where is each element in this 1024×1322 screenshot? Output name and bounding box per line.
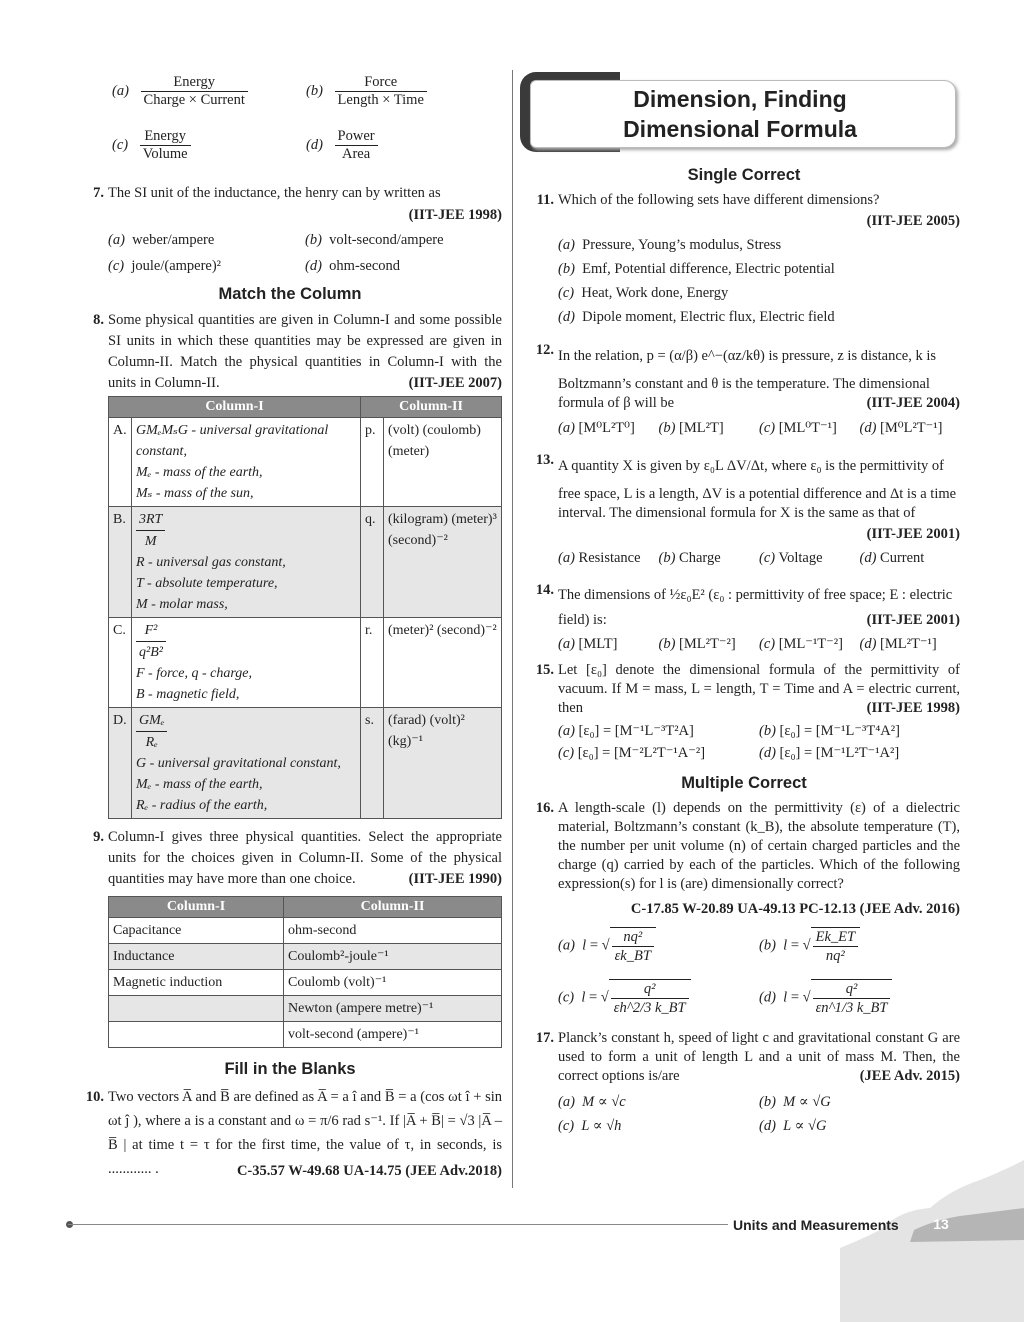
option-b: (b) [ML²T] (658, 420, 724, 436)
table-header: Column-I (109, 397, 361, 418)
table-row: C. $\frac{\text{F²}}{\text{q²B²}}$ F - force, q - charge, B - magnetic field, r. (meter)² (second)⁻² (109, 618, 502, 708)
fraction-num: Force (335, 74, 427, 92)
section-heading-match: Match the Column (218, 285, 362, 303)
option-d: (d) Dipole moment, Electric flux, Electric field (558, 309, 835, 325)
option-b: (b) Charge (658, 550, 721, 566)
q6-option-c: (c) Energy Volume (112, 128, 191, 163)
question-text: Planck’s constant h, speed of light c and gravitational constant G are used to form a unit of length L and a unit of mass M. Then, the correct options is/are (558, 1030, 960, 1084)
fraction-den: Area (341, 146, 371, 162)
match-table-q8 (108, 396, 502, 819)
option-a: (a) M ∝ √c (558, 1094, 626, 1110)
option-d: (d) l = √ $\frac{\text{q²}}{\varepsilon n\^{}1/3 k\_BT}$ (759, 979, 960, 1017)
option-b: (b) volt-second/ampere (305, 232, 444, 248)
fraction-den: Volume (142, 146, 188, 162)
question-source: (IIT-JEE 2007) (408, 375, 502, 391)
fraction-num: Power (335, 128, 378, 146)
question-13: 13. A quantity X is given by ε₀L ΔV/Δt, where ε₀ is the permittivity of free space, L is a length, ΔV is a potential difference and Δt is a time interval. The dimensional formula for X is the same as that of (IIT-JEE 2001) (a) Resistance (b) Charge (c) Voltage (d) Current (528, 451, 960, 569)
question-text: The SI unit of the inductance, the henry can by written as (108, 185, 441, 201)
question-source: (IIT-JEE 1990) (408, 871, 502, 887)
question-9: 9. Column-I gives three physical quantities. Select the appropriate units for the choices given in Column-II. Some of the physical quantities may have more than one choice. (IIT-JEE 1990) (78, 827, 502, 890)
question-text: Two vectors A̅ and B̅ are defined as A̅ = a î and B̅ = a (cos ωt î + sin ωt ĵ ), where a is a constant and ω = π/6 rad s⁻¹. If |A̅ + B̅| = √3 |A̅ – B̅ | at time t = τ for the first time, the value of τ, in seconds, is ............ . (108, 1089, 502, 1177)
option-d: (d) L ∝ √G (759, 1118, 827, 1134)
question-8: 8. Some physical quantities are given in Column-I and some possible SI units in which these quantities may be expressed are given in Column-II. Match the physical quantities in Column-I with the units in Column-II. (IIT-JEE 2007) (78, 310, 502, 394)
option-a: (a) Pressure, Young’s modulus, Stress (558, 237, 782, 253)
q6-options (78, 70, 502, 180)
option-a: (a) [ε₀] = [M⁻¹L⁻³T²A] (558, 723, 694, 739)
footer-mountain-graphic (840, 1150, 1024, 1322)
fraction-den: Length × Time (337, 92, 424, 108)
table-row: A. GMₑMₛG - universal gravitational constant, Mₑ - mass of the earth, Mₛ - mass of the sun, p. (volt) (coulomb) (meter) (109, 418, 502, 507)
question-text: Some physical quantities are given in Column-I and some possible SI units in which these quantities may be expressed are given in Column-II. Match the physical quantities in Column-I with the units in Column-II. (108, 312, 502, 391)
option-b: (b) l = √ $\frac{Ek\_ET}{\text{nq²}}$ (759, 927, 960, 965)
table-row: B. $\frac{3RT}{M}$ R - universal gas constant, T - absolute temperature, M - molar mass, q. (kilogram) (meter)³ (second)⁻² (109, 507, 502, 618)
table-header: Column-I (109, 897, 284, 918)
q6-option-b: (b) Force Length × Time (306, 74, 427, 109)
question-11: 11. Which of the following sets have different dimensions? (IIT-JEE 2005) (a) Pressure, Young’s modulus, Stress (b) Emf, Potential difference, Electric potential (c) Heat, Work done, Energy (d) Dipole moment, Electric flux, Electric field (528, 191, 960, 329)
option-a: (a) [M⁰L²T⁰] (558, 420, 635, 436)
option-b: (b) [ML²T⁻²] (658, 636, 736, 652)
question-source: (IIT-JEE 2001) (866, 612, 960, 628)
question-text: Column-I gives three physical quantities. Select the appropriate units for the choices given in Column-II. Some of the physical quantities may have more than one choice. (108, 829, 502, 887)
question-source: (IIT-JEE 2004) (866, 395, 960, 411)
footer-chapter-name: Units and Measurements (733, 1217, 899, 1233)
question-source: C-17.85 W-20.89 UA-49.13 PC-12.13 (JEE Adv. 2016) (630, 901, 960, 917)
section-heading-multiple: Multiple Correct (681, 774, 807, 792)
column-divider (512, 70, 513, 1188)
section-heading-single: Single Correct (687, 166, 801, 184)
option-c: (c) [ML⁰T⁻¹] (759, 420, 837, 436)
option-c: (c) Heat, Work done, Energy (558, 285, 729, 301)
question-17: 17. Planck’s constant h, speed of light c and gravitational constant G are used to form a unit of length L and a unit of mass M. Then, the correct options is/are (JEE Adv. 2015) (a) M ∝ √c (b) M ∝ √G (c) L ∝ √h (d) L ∝ √G (528, 1029, 960, 1138)
right-column (528, 162, 960, 1138)
chapter-title: Dimension, Finding Dimensional Formula (623, 86, 857, 142)
question-text: field) is: (558, 612, 607, 628)
option-a: (a) Resistance (558, 550, 641, 566)
question-text: Let [ε₀] denote the dimensional formula of the permittivity of vacuum. If M = mass, L = length, T = Time and A = electric current, then (558, 662, 960, 716)
table-row: volt-second (ampere)⁻¹ (109, 1022, 502, 1048)
option-b: (b) [ε₀] = [M⁻¹L⁻³T⁴A²] (759, 723, 900, 739)
question-source: (IIT-JEE 1998) (866, 700, 960, 716)
option-a: (a) weber/ampere (108, 232, 215, 248)
option-c: (c) l = √ $\frac{\text{q²}}{\varepsilon h\^{}2/3 k\_BT}$ (558, 979, 759, 1017)
option-d: (d) [M⁰L²T⁻¹] (859, 420, 943, 436)
left-column (78, 70, 502, 1183)
table-row: Magnetic induction Coulomb (volt)⁻¹ (109, 970, 502, 996)
question-15: 15. Let [ε₀] denote the dimensional formula of the permittivity of vacuum. If M = mass, L = length, T = Time and A = electric current, then (IIT-JEE 1998) (a) [ε₀] = [M⁻¹L⁻³T²A] (b) [ε₀] = [M⁻¹L⁻³T⁴A²] (c) [ε₀] = [M⁻²L²T⁻¹A⁻²] (d) [ε₀] = [M⁻¹L²T⁻¹A²] (528, 661, 960, 764)
option-b: (b) M ∝ √G (759, 1094, 831, 1110)
footer-rule (68, 1224, 728, 1225)
question-text: A length-scale (l) depends on the permittivity (ε) of a dielectric material, Boltzmann’s constant (k_B), the absolute temperature (T), the number per unit volume (n) of certain charged particles and the charge (q) carried by each of the particles. Which of the following expression(s) for l is (are) dimensionally correct? (558, 800, 960, 892)
page-number: 13 (933, 1216, 949, 1232)
question-text: Boltzmann’s constant and θ is the temperature. The dimensional formula of β will be (558, 376, 930, 411)
match-table-q9 (108, 896, 502, 1048)
question-16: 16. A length-scale (l) depends on the permittivity (ε) of a dielectric material, Boltzmann’s constant (k_B), the absolute temperature (T), the number per unit volume (n) of certain charged particles and the charge (q) carried by each of the particles. Which of the following expression(s) for l is (are) dimensionally correct? C-17.85 W-20.89 UA-49.13 PC-12.13 (JEE Adv. 2016) (a) l = √ $\frac{\text{nq²}}{\varepsilon k\_BT}$ (b) l = √ $\frac{Ek\_ET}{\text{nq²}}$ (c) l = √ $\frac{\text{q²}}{\varepsilon h\^{}2/3 k\_BT}$ (d) l = √ $\frac{\text{q²}}{\varepsilon n\^{}1/3 k\_BT}$ (535, 800, 960, 1016)
table-header: Column-II (284, 897, 502, 918)
question-source: (IIT-JEE 2005) (866, 213, 960, 229)
option-b: (b) Emf, Potential difference, Electric potential (558, 261, 835, 277)
question-text: A quantity X is given by ε₀L ΔV/Δt, where ε₀ is the permittivity of (558, 458, 944, 474)
option-c: (c) L ∝ √h (558, 1118, 622, 1134)
table-row: D. GMₑ Rₑ G - universal gravitational constant, Mₑ - mass of the earth, Rₑ - radius of the earth, s. (farad) (volt)² (kg)⁻¹ (109, 708, 502, 819)
q6-option-d: (d) Power Area (306, 128, 378, 163)
question-12: 12. In the relation, p = (α/β) e^−(αz/kθ) is pressure, z is distance, k is Boltzmann’s constant and θ is the temperature. The dimensional formula of β will be (IIT-JEE 2004) (a) [M⁰L²T⁰] (b) [ML²T] (c) [ML⁰T⁻¹] (d) [M⁰L²T⁻¹] (528, 341, 960, 439)
option-d: (d) ohm-second (305, 258, 401, 274)
fraction-num: Energy (140, 128, 191, 146)
option-c: (c) joule/(ampere)² (108, 258, 222, 274)
option-c: (c) [ML⁻¹T⁻²] (759, 636, 843, 652)
table-header: Column-II (361, 397, 502, 418)
question-10: 10. Two vectors A̅ and B̅ are defined as A̅ = a î and B̅ = a (cos ωt î + sin ωt ĵ ), where a is a constant and ω = π/6 rad s⁻¹. If |A̅ + B̅| = √3 |A̅ – B̅ | at time t = τ for the first time, the value of τ, in seconds, is ............ . C-35.57 W-49.68 UA-14.75 (JEE Adv.2018) (78, 1085, 502, 1183)
table-row: Newton (ampere metre)⁻¹ (109, 996, 502, 1022)
question-text: In the relation, p = (α/β) e^−(αz/kθ) is pressure, z is distance, k is (558, 348, 937, 364)
section-heading-fill: Fill in the Blanks (224, 1060, 356, 1078)
option-a: (a) [MLT] (558, 636, 618, 652)
table-row: Capacitance ohm-second (109, 918, 502, 944)
question-text: The dimensions of ½ε₀E² (ε₀ : permittivity of free space; E : electric (558, 587, 953, 603)
question-text: free space, L is a length, ΔV is a potential difference and Δt is a time interval. The dimensional formula for X is the same as that of (558, 486, 957, 521)
fraction-den: Charge × Current (143, 92, 245, 108)
question-7: 7. The SI unit of the inductance, the henry can by written as (IIT-JEE 1998) (a) weber/ampere (b) volt-second/ampere (c) joule/(ampere)² (d) ohm-second (78, 184, 502, 277)
table-row: Inductance Coulomb²-joule⁻¹ (109, 944, 502, 970)
option-c: (c) [ε₀] = [M⁻²L²T⁻¹A⁻²] (558, 745, 706, 761)
fraction-num: Energy (141, 74, 248, 92)
question-source: (JEE Adv. 2015) (859, 1068, 960, 1084)
question-14: 14. The dimensions of ½ε₀E² (ε₀ : permittivity of free space; E : electric field) is: (IIT-JEE 2001) (a) [MLT] (b) [ML²T⁻²] (c) [ML⁻¹T⁻²] (d) [ML²T⁻¹] (528, 581, 960, 655)
option-d: (d) Current (859, 550, 925, 566)
question-source: (IIT-JEE 2001) (866, 526, 960, 542)
question-source: (IIT-JEE 1998) (408, 207, 502, 223)
question-text: Which of the following sets have different dimensions? (558, 192, 880, 208)
option-c: (c) Voltage (759, 550, 823, 566)
q6-option-a: (a) Energy Charge × Current (112, 74, 248, 109)
option-a: (a) l = √ $\frac{\text{nq²}}{\varepsilon k\_BT}$ (558, 927, 759, 965)
option-d: (d) [ε₀] = [M⁻¹L²T⁻¹A²] (759, 745, 900, 761)
question-source: C-35.57 W-49.68 UA-14.75 (JEE Adv.2018) (236, 1163, 502, 1179)
option-d: (d) [ML²T⁻¹] (859, 636, 937, 652)
